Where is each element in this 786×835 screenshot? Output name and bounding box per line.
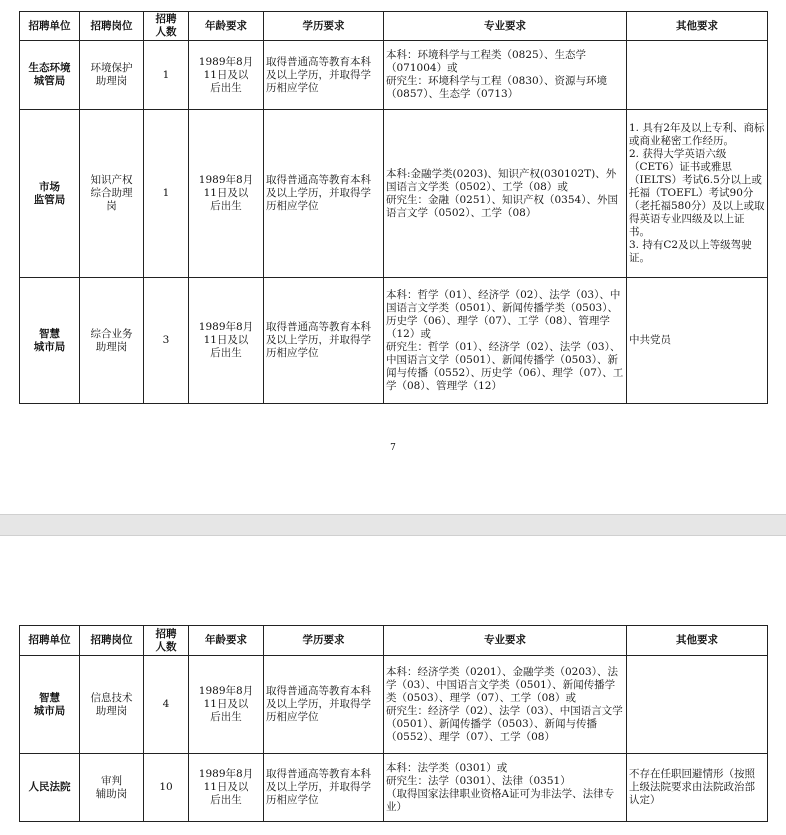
header-age: 年龄要求 bbox=[189, 12, 264, 41]
unit-cell: 智慧 城市局 bbox=[20, 278, 80, 404]
other-cell bbox=[627, 41, 768, 110]
post-cell: 知识产权 综合助理 岗 bbox=[80, 110, 144, 278]
age-cell: 1989年8月 11日及以 后出生 bbox=[189, 278, 264, 404]
header-major: 专业要求 bbox=[384, 626, 627, 656]
education-cell: 取得普通高等教育本科及以上学历，并取得学历相应学位 bbox=[264, 278, 384, 404]
age-cell: 1989年8月 11日及以 后出生 bbox=[189, 110, 264, 278]
major-cell: 本科:金融学类(0203)、知识产权(030102T)、外国语言文学类（0502）、工学（08）或 研究生：金融（0251）、知识产权（0354）、外国语言文学（0502）、工学（08） bbox=[384, 110, 627, 278]
education-cell: 取得普通高等教育本科及以上学历，并取得学历相应学位 bbox=[264, 41, 384, 110]
major-cell: 本科：经济学类（0201）、金融学类（0203）、法学（03）、中国语言文学类（0501）、新闻传播学类（0503）、理学（07）、工学（08）或 研究生：经济学（02）、法学（03）、中国语言文学（0501）、新闻传播学（0503）、新闻与传播（0552）、理学（07）、工学（08） bbox=[384, 656, 627, 754]
education-cell: 取得普通高等教育本科及以上学历，并取得学历相应学位 bbox=[264, 754, 384, 822]
other-cell: 1. 具有2年及以上专利、商标或商业秘密工作经历。 2. 获得大学英语六级（CET6）证书或雅思（IELTS）考试6.5分以上或托福（TOEFL）考试90分（老托福580分）及以上或取得英语专业四级及以上证书。 3. 持有C2及以上等级驾驶证。 bbox=[627, 110, 768, 278]
unit-cell: 生态环境 城管局 bbox=[20, 41, 80, 110]
other-cell: 不存在任职回避情形（按照上级法院要求由法院政治部认定） bbox=[627, 754, 768, 822]
other-cell bbox=[627, 656, 768, 754]
age-cell: 1989年8月 11日及以 后出生 bbox=[189, 41, 264, 110]
header-other: 其他要求 bbox=[627, 626, 768, 656]
age-cell: 1989年8月 11日及以 后出生 bbox=[189, 656, 264, 754]
page-separator bbox=[0, 514, 786, 536]
count-cell: 1 bbox=[144, 41, 189, 110]
education-cell: 取得普通高等教育本科及以上学历，并取得学历相应学位 bbox=[264, 656, 384, 754]
unit-cell: 智慧 城市局 bbox=[20, 656, 80, 754]
table-row bbox=[20, 41, 768, 110]
major-cell: 本科：法学类（0301）或 研究生：法学（0301）、法律（0351） （取得国家法律职业资格A证可为非法学、法律专业） bbox=[384, 754, 627, 822]
table-row bbox=[20, 278, 768, 404]
page-number: 7 bbox=[390, 443, 396, 453]
age-cell: 1989年8月 11日及以 后出生 bbox=[189, 754, 264, 822]
table-row bbox=[20, 110, 768, 278]
count-cell: 3 bbox=[144, 278, 189, 404]
major-cell: 本科：哲学（01）、经济学（02）、法学（03）、中国语言文学类（0501）、新闻传播学类（0503）、历史学（06）、理学（07）、工学（08）、管理学（12）或 研究生：哲学（01）、经济学（02）、法学（03）、中国语言文学（0501）、新闻传播学（0503）、新闻与传播（0552）、历史学（06）、理学（07）、工学（08）、管理学（12） bbox=[384, 278, 627, 404]
header-major: 专业要求 bbox=[384, 12, 627, 41]
header-education: 学历要求 bbox=[264, 626, 384, 656]
header-unit: 招聘单位 bbox=[20, 12, 80, 41]
header-unit: 招聘单位 bbox=[20, 626, 80, 656]
post-cell: 信息技术 助理岗 bbox=[80, 656, 144, 754]
header-age: 年龄要求 bbox=[189, 626, 264, 656]
unit-cell: 人民法院 bbox=[20, 754, 80, 822]
count-cell: 4 bbox=[144, 656, 189, 754]
unit-cell: 市场 监管局 bbox=[20, 110, 80, 278]
table-header-row bbox=[20, 12, 768, 41]
post-cell: 审判 辅助岗 bbox=[80, 754, 144, 822]
post-cell: 综合业务 助理岗 bbox=[80, 278, 144, 404]
major-cell: 本科：环境科学与工程类（0825）、生态学（071004）或 研究生：环境科学与工程（0830）、资源与环境（0857）、生态学（0713） bbox=[384, 41, 627, 110]
table-row bbox=[20, 754, 768, 822]
header-post: 招聘岗位 bbox=[80, 626, 144, 656]
post-cell: 环境保护 助理岗 bbox=[80, 41, 144, 110]
count-cell: 10 bbox=[144, 754, 189, 822]
header-post: 招聘岗位 bbox=[80, 12, 144, 41]
count-cell: 1 bbox=[144, 110, 189, 278]
table-header-row bbox=[20, 626, 768, 656]
header-count: 招聘 人数 bbox=[144, 626, 189, 656]
header-education: 学历要求 bbox=[264, 12, 384, 41]
table-row bbox=[20, 656, 768, 754]
header-count: 招聘 人数 bbox=[144, 12, 189, 41]
header-other: 其他要求 bbox=[627, 12, 768, 41]
recruitment-table-page-2 bbox=[19, 625, 768, 822]
document-page-2 bbox=[0, 537, 786, 835]
education-cell: 取得普通高等教育本科及以上学历，并取得学历相应学位 bbox=[264, 110, 384, 278]
recruitment-table-page-1 bbox=[19, 11, 768, 404]
other-cell: 中共党员 bbox=[627, 278, 768, 404]
